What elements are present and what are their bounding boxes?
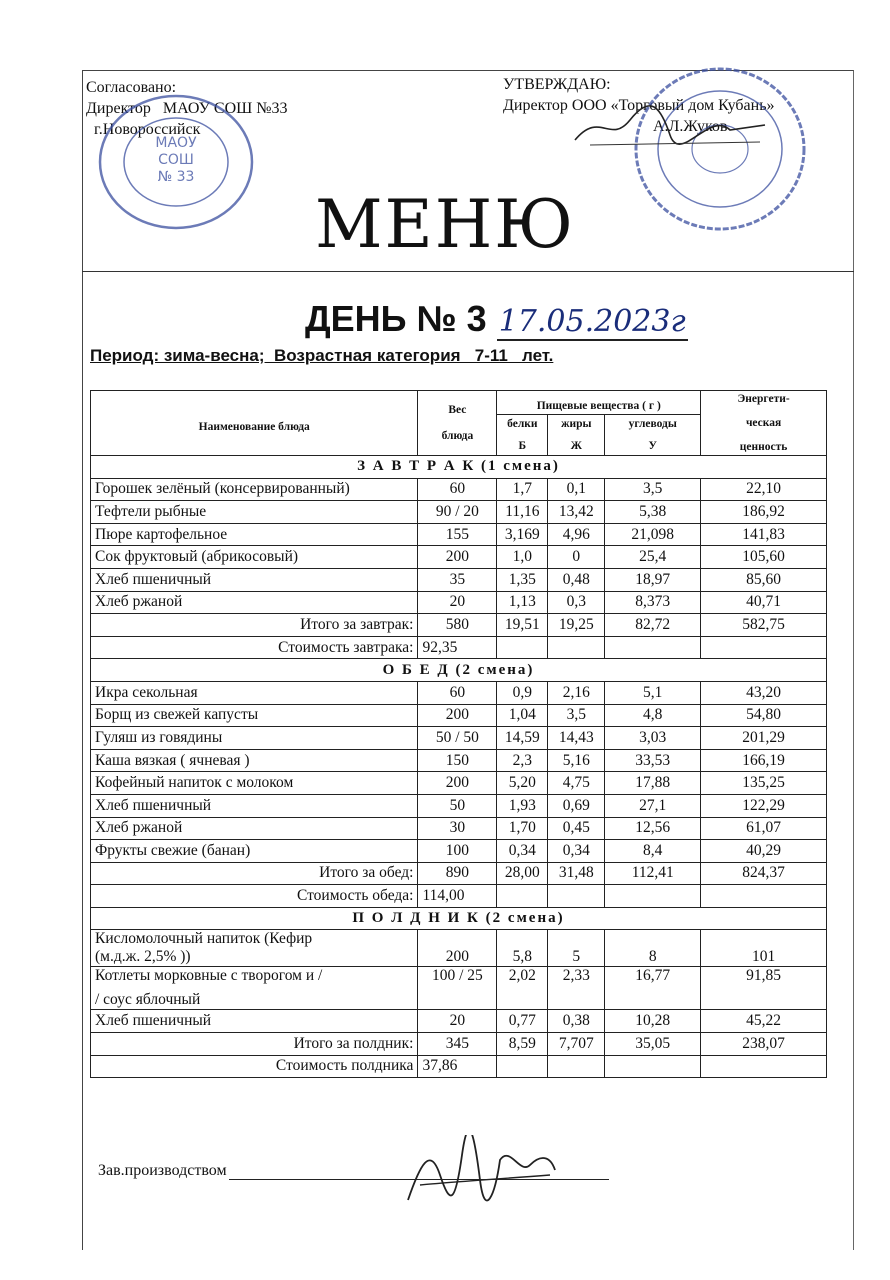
dish-name: Каша вязкая ( ячневая ): [91, 749, 418, 772]
cell-value: 5,20: [497, 772, 548, 795]
cell-value: 91,85: [701, 967, 827, 1010]
cell-value: 141,83: [701, 523, 827, 546]
cell-value: 14,59: [497, 727, 548, 750]
dish-name: Хлеб пшеничный: [91, 1010, 418, 1033]
cell-value: 0: [548, 546, 605, 569]
cell-value: 61,07: [701, 817, 827, 840]
table-row: [91, 501, 827, 524]
total-value: 7,707: [548, 1033, 605, 1056]
cell-value: 1,93: [497, 794, 548, 817]
cell-value: 186,92: [701, 501, 827, 524]
cell-value: 0,45: [548, 817, 605, 840]
title-divider: [82, 271, 854, 272]
total-value: 890: [418, 862, 497, 885]
empty-cell: [497, 885, 548, 908]
director-name: А.Л.Жуков: [653, 118, 728, 135]
table-row: [91, 704, 827, 727]
cost-row: [91, 636, 827, 659]
dish-name: [91, 967, 418, 1010]
protein-label: белки: [507, 417, 538, 430]
cell-value: 14,43: [548, 727, 605, 750]
table-row: [91, 840, 827, 863]
cell-value: 100 / 25: [418, 967, 497, 1010]
cell-value: 12,56: [605, 817, 701, 840]
cell-value: 35: [418, 568, 497, 591]
cell-value: 3,5: [548, 704, 605, 727]
cell-value: 13,42: [548, 501, 605, 524]
cell-value: 0,69: [548, 794, 605, 817]
cell-value: 8: [605, 930, 701, 967]
cell-value: 16,77: [605, 967, 701, 1010]
total-value: 580: [418, 614, 497, 637]
cell-value: 5,8: [497, 930, 548, 967]
section-row: [91, 659, 827, 682]
cell-value: 166,19: [701, 749, 827, 772]
dish-name: Пюре картофельное: [91, 523, 418, 546]
cell-value: 27,1: [605, 794, 701, 817]
dish-name: Кофейный напиток с молоком: [91, 772, 418, 795]
cell-value: 0,34: [497, 840, 548, 863]
empty-cell: [605, 885, 701, 908]
stamp-text-2: СОШ: [158, 152, 194, 168]
dish-name: Фрукты свежие (банан): [91, 840, 418, 863]
cell-value: 150: [418, 749, 497, 772]
cell-value: 0,3: [548, 591, 605, 614]
cell-value: 5,1: [605, 681, 701, 704]
total-value: 582,75: [701, 614, 827, 637]
cell-value: 5,16: [548, 749, 605, 772]
cost-label: Стоимость завтрака:: [91, 636, 418, 659]
total-value: 112,41: [605, 862, 701, 885]
school-director-line: Директор МАОУ СОШ №33: [86, 100, 288, 117]
cell-value: 200: [418, 930, 497, 967]
cell-value: 8,373: [605, 591, 701, 614]
empty-cell: [605, 1055, 701, 1078]
protein-abbr: Б: [518, 439, 527, 452]
cell-value: 60: [418, 478, 497, 501]
cell-value: 25,4: [605, 546, 701, 569]
table-row: [91, 681, 827, 704]
table-row: [91, 478, 827, 501]
cost-value: 114,00: [418, 885, 497, 908]
empty-cell: [701, 1055, 827, 1078]
cell-value: 0,77: [497, 1010, 548, 1033]
cell-value: 135,25: [701, 772, 827, 795]
section-title: О Б Е Д (2 смена): [91, 659, 827, 682]
table-row: [91, 967, 827, 1010]
cost-label: Стоимость обеда:: [91, 885, 418, 908]
cell-value: 5,38: [605, 501, 701, 524]
table-row: [91, 817, 827, 840]
col-header-name: Наименование блюда: [91, 391, 418, 456]
cell-value: 50 / 50: [418, 727, 497, 750]
cell-value: 45,22: [701, 1010, 827, 1033]
dish-name: Икра секольная: [91, 681, 418, 704]
company-director-line: Директор ООО «Торговый дом Кубань»: [503, 97, 775, 114]
production-head-label: Зав.производством: [98, 1162, 227, 1179]
cell-value: 3,169: [497, 523, 548, 546]
cell-value: 1,35: [497, 568, 548, 591]
table-row: [91, 1010, 827, 1033]
total-value: 345: [418, 1033, 497, 1056]
section-row: [91, 907, 827, 930]
total-label: Итого за полдник:: [91, 1033, 418, 1056]
col-header-weight-1: Вес: [448, 404, 467, 416]
table-row: [91, 727, 827, 750]
cell-value: 101: [701, 930, 827, 967]
dish-name-line-1: Кисломолочный напиток (Кефир: [95, 930, 313, 948]
page-title: МЕНЮ: [314, 186, 576, 263]
total-label: Итого за завтрак:: [91, 614, 418, 637]
total-value: 35,05: [605, 1033, 701, 1056]
cell-value: 40,29: [701, 840, 827, 863]
cell-value: 122,29: [701, 794, 827, 817]
col-header-energy-3: ценность: [739, 441, 788, 453]
table-row: [91, 591, 827, 614]
production-head-signature-icon: [400, 1135, 560, 1210]
cell-value: 43,20: [701, 681, 827, 704]
col-header-nutrients: Пищевые вещества ( г ): [497, 391, 701, 415]
cell-value: 33,53: [605, 749, 701, 772]
cell-value: 0,38: [548, 1010, 605, 1033]
menu-table-body: [91, 456, 827, 1078]
table-row: [91, 749, 827, 772]
fat-abbr: Ж: [570, 439, 582, 452]
cell-value: 10,28: [605, 1010, 701, 1033]
cost-value: 92,35: [418, 636, 497, 659]
total-value: 19,51: [497, 614, 548, 637]
cell-value: 4,96: [548, 523, 605, 546]
empty-cell: [548, 636, 605, 659]
dish-name: Гуляш из говядины: [91, 727, 418, 750]
dish-name-line-1: Котлеты морковные с творогом и /: [95, 967, 323, 985]
col-header-protein: [497, 414, 548, 455]
total-label: Итого за обед:: [91, 862, 418, 885]
period-line: Период: зима-весна; Возрастная категория 7-11 лет.: [90, 346, 554, 365]
dish-name: [91, 930, 418, 967]
table-row: [91, 523, 827, 546]
cell-value: 2,16: [548, 681, 605, 704]
total-value: 28,00: [497, 862, 548, 885]
cell-value: 85,60: [701, 568, 827, 591]
city-line: г.Новороссийск: [86, 121, 201, 138]
total-value: 31,48: [548, 862, 605, 885]
table-row: [91, 772, 827, 795]
cell-value: 0,9: [497, 681, 548, 704]
dish-name: Хлеб пшеничный: [91, 568, 418, 591]
dish-name-line-2: / соус яблочный: [95, 991, 201, 1009]
cell-value: 1,70: [497, 817, 548, 840]
cell-value: 20: [418, 591, 497, 614]
dish-name: Хлеб пшеничный: [91, 794, 418, 817]
empty-cell: [701, 885, 827, 908]
approved-label: Согласовано:: [86, 79, 177, 96]
cell-value: 50: [418, 794, 497, 817]
approve-label: УТВЕРЖДАЮ:: [503, 76, 611, 93]
total-row: [91, 1033, 827, 1056]
empty-cell: [548, 885, 605, 908]
total-row: [91, 862, 827, 885]
cell-value: 1,0: [497, 546, 548, 569]
cell-value: 0,34: [548, 840, 605, 863]
total-value: 824,37: [701, 862, 827, 885]
table-row: [91, 568, 827, 591]
stamp-text-1: МАОУ: [155, 135, 197, 151]
cell-value: 100: [418, 840, 497, 863]
stamp-text-3: № 33: [157, 169, 195, 185]
cost-value: 37,86: [418, 1055, 497, 1078]
dish-name: Хлеб ржаной: [91, 591, 418, 614]
director-signature-icon: [570, 100, 770, 150]
cell-value: 30: [418, 817, 497, 840]
cell-value: 90 / 20: [418, 501, 497, 524]
cell-value: 105,60: [701, 546, 827, 569]
col-header-fat: [548, 414, 605, 455]
cell-value: 1,7: [497, 478, 548, 501]
table-row: [91, 794, 827, 817]
carbs-abbr: У: [648, 439, 657, 452]
cell-value: 17,88: [605, 772, 701, 795]
cell-value: 155: [418, 523, 497, 546]
cell-value: 11,16: [497, 501, 548, 524]
cell-value: 200: [418, 546, 497, 569]
day-date-handwritten: 17.05.2023г: [498, 304, 686, 339]
total-value: 238,07: [701, 1033, 827, 1056]
cell-value: 2,33: [548, 967, 605, 1010]
empty-cell: [497, 1055, 548, 1078]
total-row: [91, 614, 827, 637]
dish-name: Борщ из свежей капусты: [91, 704, 418, 727]
cell-value: 3,03: [605, 727, 701, 750]
carbs-label: углеводы: [628, 417, 677, 430]
col-header-carbs: [605, 414, 701, 455]
cell-value: 200: [418, 704, 497, 727]
cell-value: 60: [418, 681, 497, 704]
cell-value: 20: [418, 1010, 497, 1033]
dish-name-line-2: (м.д.ж. 2,5% )): [95, 948, 191, 966]
cell-value: 0,1: [548, 478, 605, 501]
cell-value: 21,098: [605, 523, 701, 546]
cell-value: 2,02: [497, 967, 548, 1010]
col-header-weight: [418, 391, 497, 456]
cell-value: 1,13: [497, 591, 548, 614]
fat-label: жиры: [561, 417, 592, 430]
cell-value: 201,29: [701, 727, 827, 750]
cell-value: 5: [548, 930, 605, 967]
empty-cell: [605, 636, 701, 659]
table-row: [91, 930, 827, 967]
col-header-energy-1: Энергети-: [737, 393, 790, 405]
day-number: ДЕНЬ № 3: [305, 298, 487, 339]
cell-value: 18,97: [605, 568, 701, 591]
cell-value: 22,10: [701, 478, 827, 501]
total-value: 8,59: [497, 1033, 548, 1056]
total-value: 82,72: [605, 614, 701, 637]
cell-value: 4,8: [605, 704, 701, 727]
total-value: 19,25: [548, 614, 605, 637]
cell-value: 54,80: [701, 704, 827, 727]
dish-name: Горошек зелёный (консервированный): [91, 478, 418, 501]
cell-value: 0,48: [548, 568, 605, 591]
cell-value: 8,4: [605, 840, 701, 863]
cell-value: 4,75: [548, 772, 605, 795]
cell-value: 1,04: [497, 704, 548, 727]
col-header-energy-2: ческая: [745, 417, 782, 429]
empty-cell: [701, 636, 827, 659]
dish-name: Тефтели рыбные: [91, 501, 418, 524]
cell-value: 200: [418, 772, 497, 795]
cell-value: 3,5: [605, 478, 701, 501]
section-title: З А В Т Р А К (1 смена): [91, 456, 827, 479]
cost-row: [91, 1055, 827, 1078]
cell-value: 2,3: [497, 749, 548, 772]
day-heading: [305, 298, 688, 341]
dish-name: Хлеб ржаной: [91, 817, 418, 840]
menu-table: [90, 390, 827, 1078]
section-row: [91, 456, 827, 479]
col-header-energy: [701, 391, 827, 456]
col-header-weight-2: блюда: [441, 430, 474, 442]
cell-value: 40,71: [701, 591, 827, 614]
empty-cell: [548, 1055, 605, 1078]
dish-name: Сок фруктовый (абрикосовый): [91, 546, 418, 569]
cost-row: [91, 885, 827, 908]
table-row: [91, 546, 827, 569]
section-title: П О Л Д Н И К (2 смена): [91, 907, 827, 930]
cost-label: Стоимость полдника: [91, 1055, 418, 1078]
empty-cell: [497, 636, 548, 659]
